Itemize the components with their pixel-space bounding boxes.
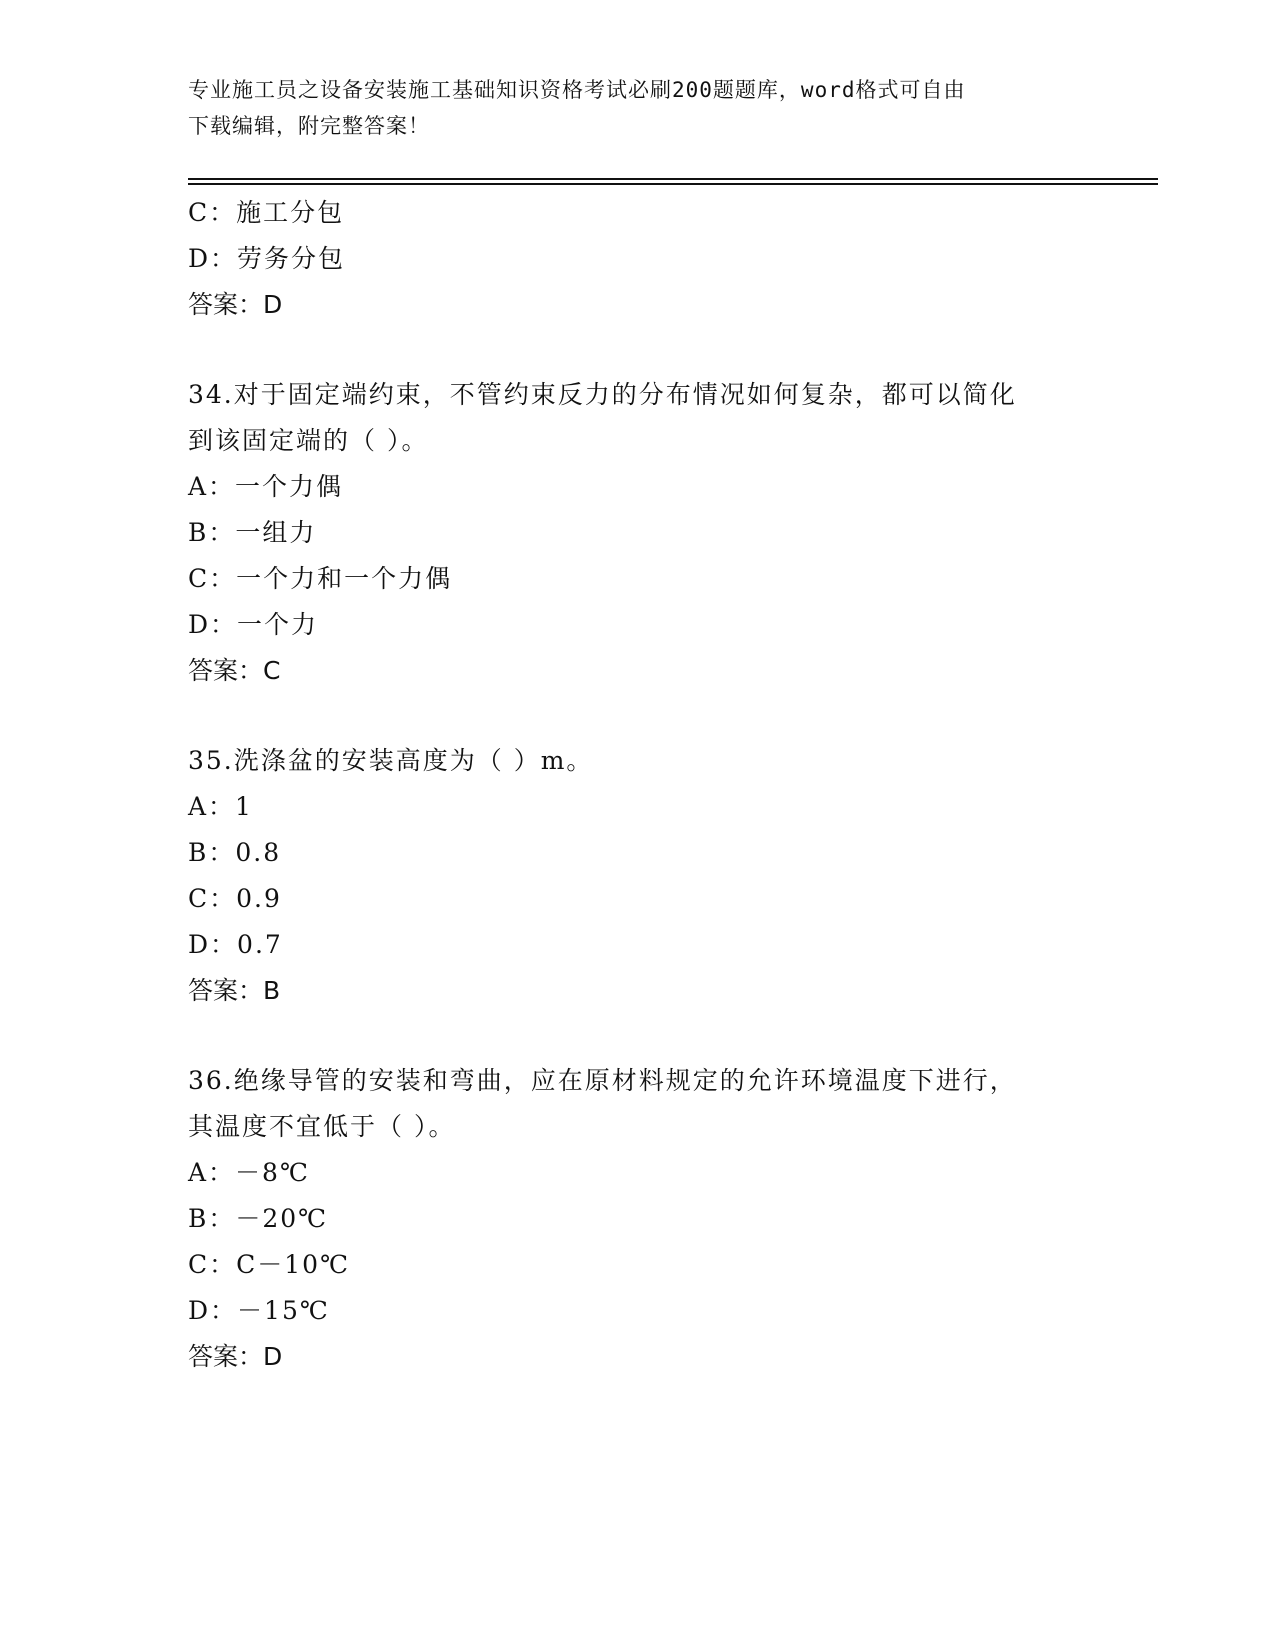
question-list: [188, 190, 1088, 1380]
spacer: [188, 328, 1088, 372]
header-divider-bottom: [188, 183, 1158, 185]
question-title-line-1: 34.对于固定端约束，不管约束反力的分布情况如何复杂，都可以简化: [188, 380, 1017, 409]
spacer: [188, 694, 1088, 738]
option-c: C：0.9: [188, 884, 282, 913]
option-a: A：一个力偶: [188, 472, 344, 501]
option-d: D：－15℃: [188, 1296, 330, 1325]
answer-line: 答案：D: [188, 1342, 283, 1371]
option-c: C：C－10℃: [188, 1250, 351, 1279]
option-d: D：劳务分包: [188, 244, 346, 273]
header-title-line-2: 下载编辑，附完整答案！: [188, 114, 430, 138]
option-b: B：0.8: [188, 838, 282, 867]
spacer: [188, 1014, 1088, 1058]
option-c: C：施工分包: [188, 198, 345, 227]
document-header: [188, 72, 1088, 144]
option-d: D：一个力: [188, 610, 319, 639]
header-divider-top: [188, 178, 1158, 180]
question-block-35: [188, 738, 1088, 1014]
question-block-36: [188, 1058, 1088, 1380]
option-a: A：1: [188, 792, 253, 821]
answer-line: 答案：C: [188, 656, 281, 685]
question-block-34: [188, 372, 1088, 694]
option-c: C：一个力和一个力偶: [188, 564, 453, 593]
header-title-line-1: 专业施工员之设备安装施工基础知识资格考试必刷200题题库，word格式可自由: [188, 78, 966, 102]
question-title-line-1: 35.洗涤盆的安装高度为（ ）m。: [188, 746, 594, 775]
answer-line: 答案：D: [188, 290, 283, 319]
answer-line: 答案：B: [188, 976, 281, 1005]
option-b: B：－20℃: [188, 1204, 329, 1233]
option-b: B：一组力: [188, 518, 317, 547]
option-d: D：0.7: [188, 930, 283, 959]
option-a: A：－8℃: [188, 1158, 310, 1187]
question-block-33: [188, 190, 1088, 328]
question-title-line-2: 其温度不宜低于（ ）。: [188, 1112, 456, 1141]
question-title-line-1: 36.绝缘导管的安装和弯曲，应在原材料规定的允许环境温度下进行，: [188, 1066, 1017, 1095]
question-title-line-2: 到该固定端的（ ）。: [188, 426, 429, 455]
